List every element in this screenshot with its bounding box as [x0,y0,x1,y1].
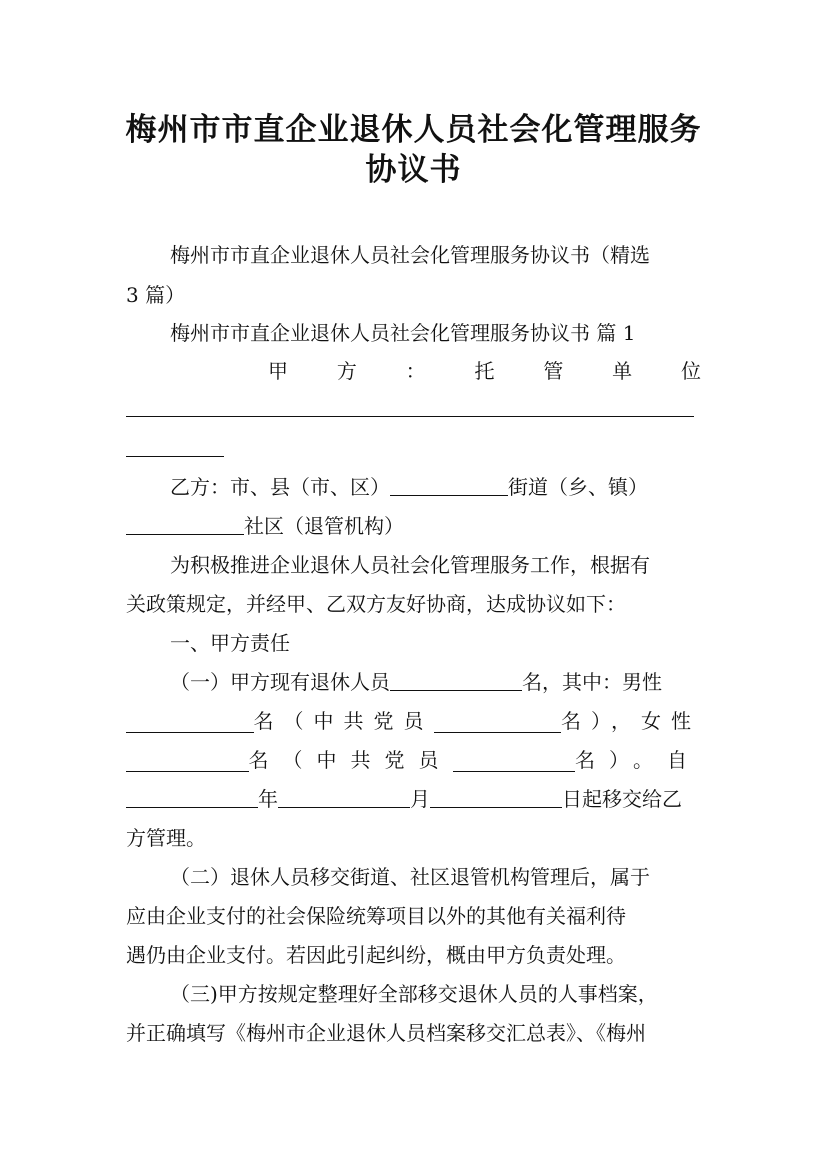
part-heading: 梅州市市直企业退休人员社会化管理服务协议书 篇 1 [170,321,636,345]
clause-text: 名，其中：男性 [522,670,662,694]
clause-line [170,670,701,694]
blank-field [430,789,562,808]
clause-line [126,748,701,772]
blank-field [390,672,522,691]
blank-field [126,516,244,535]
clause-line [126,787,701,811]
party-b-line [126,514,701,538]
party-a-blank-continued [126,456,224,457]
party-a-blank [126,416,694,417]
intro-line: 梅州市市直企业退休人员社会化管理服务协议书（精选 [170,243,650,267]
clause-line: 并正确填写《梅州市企业退休人员档案移交汇总表》、《梅州 [126,1021,646,1045]
blank-field [434,714,562,733]
clause-text: （一）甲方现有退休人员 [170,670,390,694]
blank-field [390,477,508,496]
clause-line: 应由企业支付的社会保险统筹项目以外的其他有关福利待 [126,904,626,928]
clause-line: 遇仍由企业支付。若因此引起纠纷，概由甲方负责处理。 [126,943,626,967]
clause-text: 日起移交给乙 [562,787,682,811]
clause-line: （三)甲方按规定整理好全部移交退休人员的人事档案， [170,982,658,1006]
party-b-text: 乙方：市、县（市、区） [170,475,390,499]
clause-text: 名（中共党员 [248,748,453,772]
clause-text: 名（中共党员 [253,709,434,733]
clause-line: （二）退休人员移交街道、社区退管机构管理后，属于 [170,865,650,889]
document-title-line1: 梅州市市直企业退休人员社会化管理服务 [125,112,702,148]
blank-field [126,714,254,733]
party-b-line [170,475,701,499]
clause-text: 年 [258,787,278,811]
party-b-text: 街道（乡、镇） [508,475,648,499]
blank-field [126,789,258,808]
clause-text: 月 [410,787,430,811]
blank-field [126,753,249,772]
blank-field [453,753,576,772]
paragraph-line: 关政策规定，并经甲、乙双方友好协商，达成协议如下： [126,592,626,616]
clause-text: 名）。自 [575,748,701,772]
paragraph-line: 为积极推进企业退休人员社会化管理服务工作，根据有 [170,553,650,577]
blank-field [278,789,410,808]
clause-text: 名），女性 [561,709,701,733]
clause-line: 方管理。 [126,826,206,850]
clause-line [126,709,701,733]
document-title-line2: 协议书 [365,152,462,188]
section-heading: 一、甲方责任 [170,631,290,655]
party-a-line: 甲方：托管单位 [268,359,701,383]
party-b-text: 社区（退管机构） [244,514,404,538]
intro-line: 3 篇） [126,283,186,307]
